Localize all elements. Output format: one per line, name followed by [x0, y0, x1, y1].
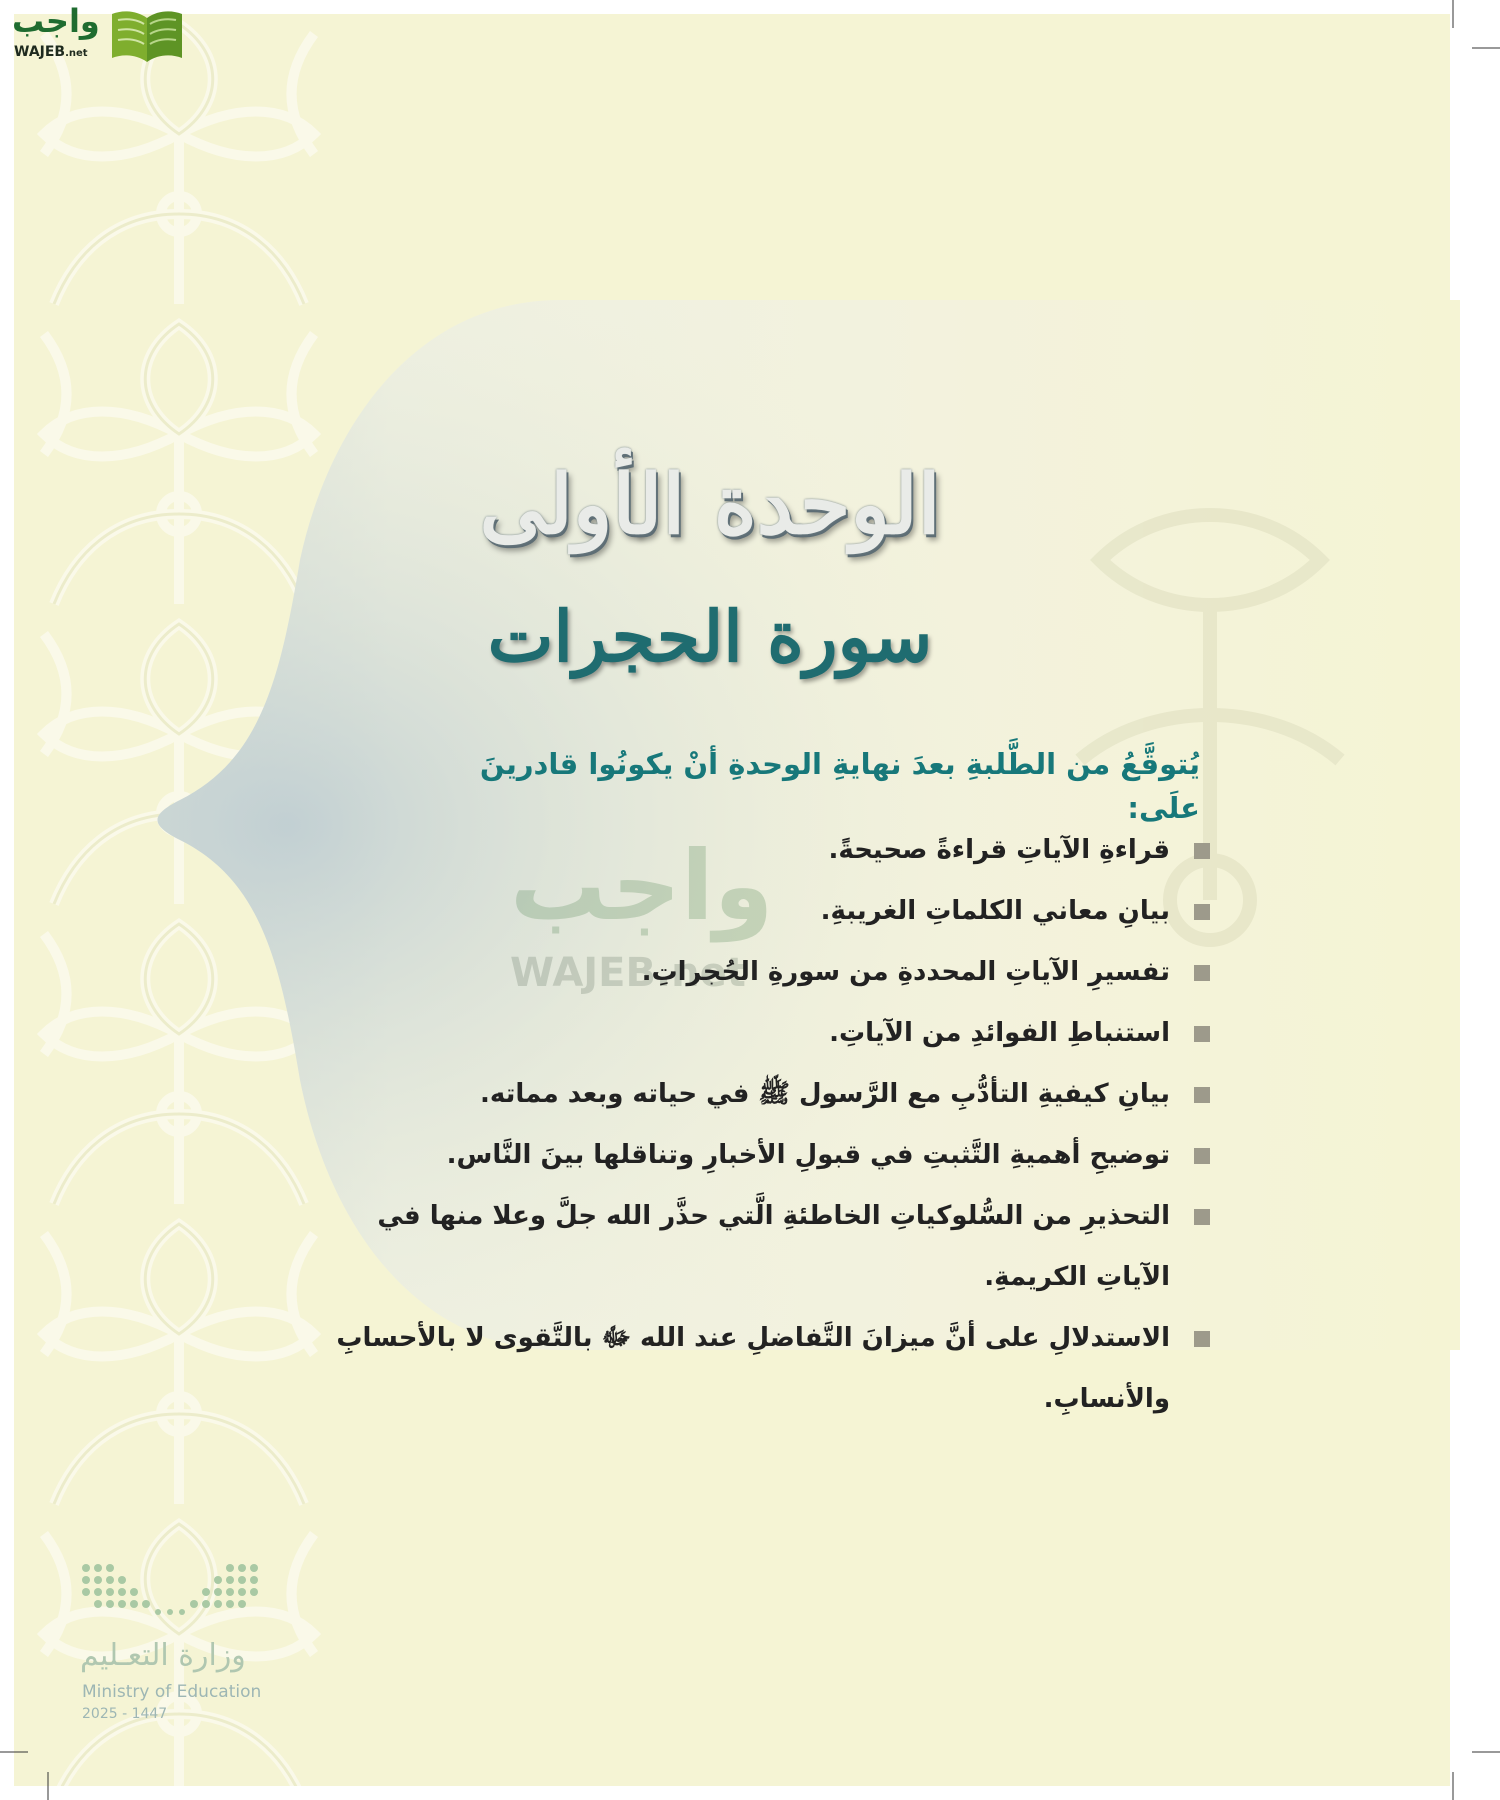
watermark-english: WAJEB.net	[510, 950, 746, 996]
wajeb-logo-arabic: واجب	[12, 2, 100, 40]
objective-item: التحذيرِ من السُّلوكياتِ الخاطئةِ الَّتي حذَّر الله جلَّ وعلا منها في الآياتِ الكريمةِ.	[330, 1186, 1210, 1308]
ministry-logo	[80, 1560, 300, 1730]
wajeb-logo-english: WAJEB.net	[14, 44, 88, 60]
objective-item: تفسيرِ الآياتِ المحددةِ من سورةِ الحُجراتِ.	[330, 942, 1210, 1003]
surah-title: سورة الحجرات	[487, 595, 933, 678]
objective-item: توضيحِ أهميةِ التَّثبتِ في قبولِ الأخبارِ وتناقلها بينَ النَّاس.	[330, 1125, 1210, 1186]
objective-item: الاستدلالِ على أنَّ ميزانَ التَّفاضلِ عند الله ﷻ بالتَّقوى لا بالأحسابِ والأنسابِ.	[330, 1308, 1210, 1430]
square-bullet-icon	[1194, 904, 1210, 920]
ministry-name-english: Ministry of Education	[82, 1682, 262, 1702]
ministry-year: 2025 - 1447	[82, 1706, 168, 1722]
ministry-dots-icon	[80, 1560, 270, 1622]
book-icon	[108, 6, 186, 64]
square-bullet-icon	[1194, 1087, 1210, 1103]
watermark-arabic: واجب	[510, 830, 774, 942]
objective-item: بيانِ معاني الكلماتِ الغريبةِ.	[330, 881, 1210, 942]
ministry-name-arabic: وزارة التعـليم	[80, 1638, 246, 1673]
square-bullet-icon	[1194, 965, 1210, 981]
unit-title: الوحدة الأولى	[479, 457, 941, 553]
objectives-list	[330, 820, 1210, 1430]
square-bullet-icon	[1194, 1209, 1210, 1225]
objectives-intro: يُتوقَّعُ من الطَّلبةِ بعدَ نهايةِ الوحدةِ أنْ يكونُوا قادرينَ علَى:	[479, 747, 1200, 825]
objective-item: بيانِ كيفيةِ التأدُّبِ مع الرَّسول ﷺ في حياته وبعد مماته.	[330, 1064, 1210, 1125]
objective-item: قراءةِ الآياتِ قراءةً صحيحةً.	[330, 820, 1210, 881]
square-bullet-icon	[1194, 1148, 1210, 1164]
wajeb-logo[interactable]	[0, 0, 200, 72]
objective-item: استنباطِ الفوائدِ من الآياتِ.	[330, 1003, 1210, 1064]
square-bullet-icon	[1194, 843, 1210, 859]
square-bullet-icon	[1194, 1331, 1210, 1347]
square-bullet-icon	[1194, 1026, 1210, 1042]
